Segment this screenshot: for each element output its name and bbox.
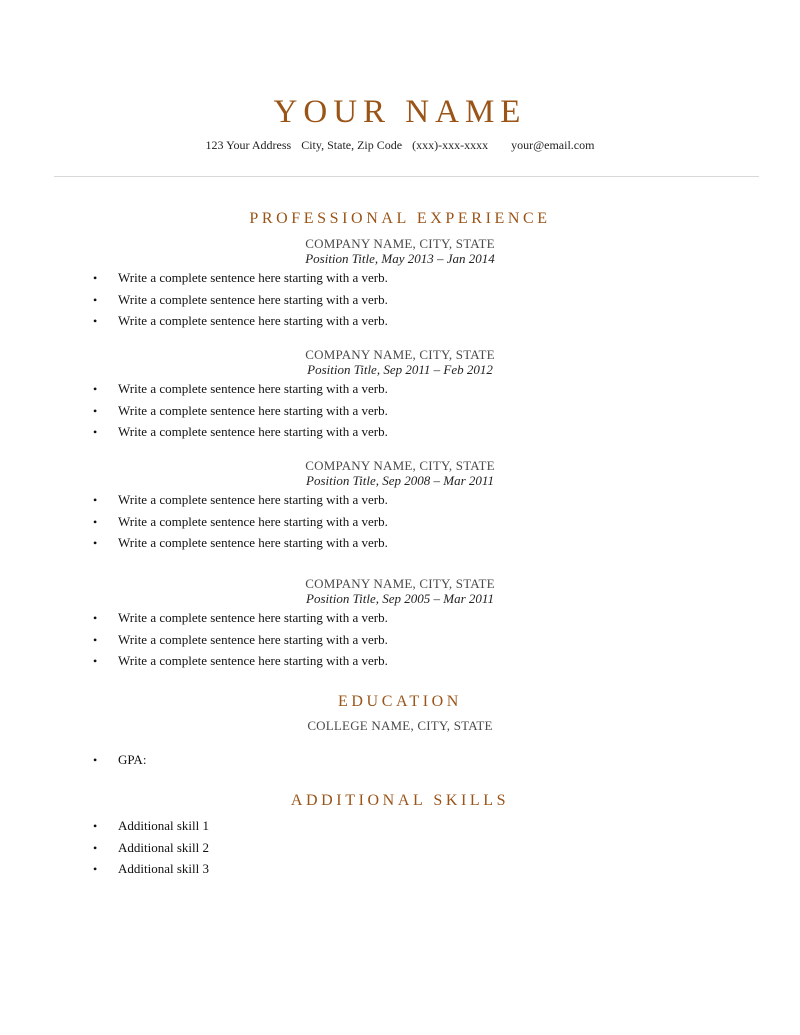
bullet-icon: • xyxy=(93,632,98,647)
bullet-icon: • xyxy=(93,292,98,307)
contact-phone: (xxx)-xxx-xxxx xyxy=(412,138,489,152)
bullet-icon: • xyxy=(93,493,98,507)
job-position: Position Title, Sep 2011 – Feb 2012 xyxy=(307,362,493,377)
header-divider xyxy=(54,176,759,177)
contact-email: your@email.com xyxy=(511,138,595,152)
bullet-text: Write a complete sentence here starting with a verb. xyxy=(118,535,388,550)
bullet-text: Write a complete sentence here starting with a verb. xyxy=(118,610,388,625)
bullet-text: Write a complete sentence here starting with a verb. xyxy=(118,492,388,507)
skills-heading: ADDITIONAL SKILLS xyxy=(290,792,510,809)
job-position: Position Title, May 2013 – Jan 2014 xyxy=(305,251,495,266)
job-company: COMPANY NAME, CITY, STATE xyxy=(305,347,495,362)
bullet-text: Write a complete sentence here starting with a verb. xyxy=(118,631,388,647)
education-heading: EDUCATION xyxy=(338,693,462,710)
bullet-text: Write a complete sentence here starting with a verb. xyxy=(118,653,388,668)
bullet-icon: • xyxy=(93,654,98,668)
bullet-text: Write a complete sentence here starting with a verb. xyxy=(118,291,388,307)
bullet-icon: • xyxy=(93,819,98,833)
bullet-text: Additional skill 3 xyxy=(118,861,209,876)
job-position: Position Title, Sep 2005 – Mar 2011 xyxy=(306,591,494,606)
bullet-icon: • xyxy=(93,514,98,529)
job-company: COMPANY NAME, CITY, STATE xyxy=(305,236,495,251)
bullet-text: Additional skill 2 xyxy=(118,839,209,855)
bullet-icon: • xyxy=(93,271,98,285)
job-position: Position Title, Sep 2008 – Mar 2011 xyxy=(306,473,494,488)
job-company: COMPANY NAME, CITY, STATE xyxy=(305,576,495,591)
bullet-text: Additional skill 1 xyxy=(118,818,209,833)
contact-city: City, State, Zip Code xyxy=(301,138,403,152)
bullet-icon: • xyxy=(93,840,98,855)
bullet-text: Write a complete sentence here starting with a verb. xyxy=(118,313,388,328)
experience-heading: PROFESSIONAL EXPERIENCE xyxy=(249,210,551,227)
bullet-text: Write a complete sentence here starting with a verb. xyxy=(118,270,388,285)
resume-name: YOUR NAME xyxy=(273,94,527,130)
contact-address: 123 Your Address xyxy=(205,138,292,152)
bullet-icon: • xyxy=(93,425,98,439)
bullet-text: Write a complete sentence here starting with a verb. xyxy=(118,381,388,396)
bullet-icon: • xyxy=(93,536,98,550)
job-company: COMPANY NAME, CITY, STATE xyxy=(305,458,495,473)
bullet-text: Write a complete sentence here starting with a verb. xyxy=(118,424,388,439)
bullet-icon: • xyxy=(93,753,98,767)
bullet-text: Write a complete sentence here starting with a verb. xyxy=(118,513,388,529)
bullet-icon: • xyxy=(93,862,98,876)
bullet-icon: • xyxy=(93,611,98,625)
bullet-icon: • xyxy=(93,314,98,328)
college-name: COLLEGE NAME, CITY, STATE xyxy=(307,718,493,733)
bullet-icon: • xyxy=(93,403,98,418)
contact-line xyxy=(0,137,800,153)
bullet-text: GPA: xyxy=(118,752,147,767)
bullet-icon: • xyxy=(93,382,98,396)
bullet-text: Write a complete sentence here starting with a verb. xyxy=(118,402,388,418)
